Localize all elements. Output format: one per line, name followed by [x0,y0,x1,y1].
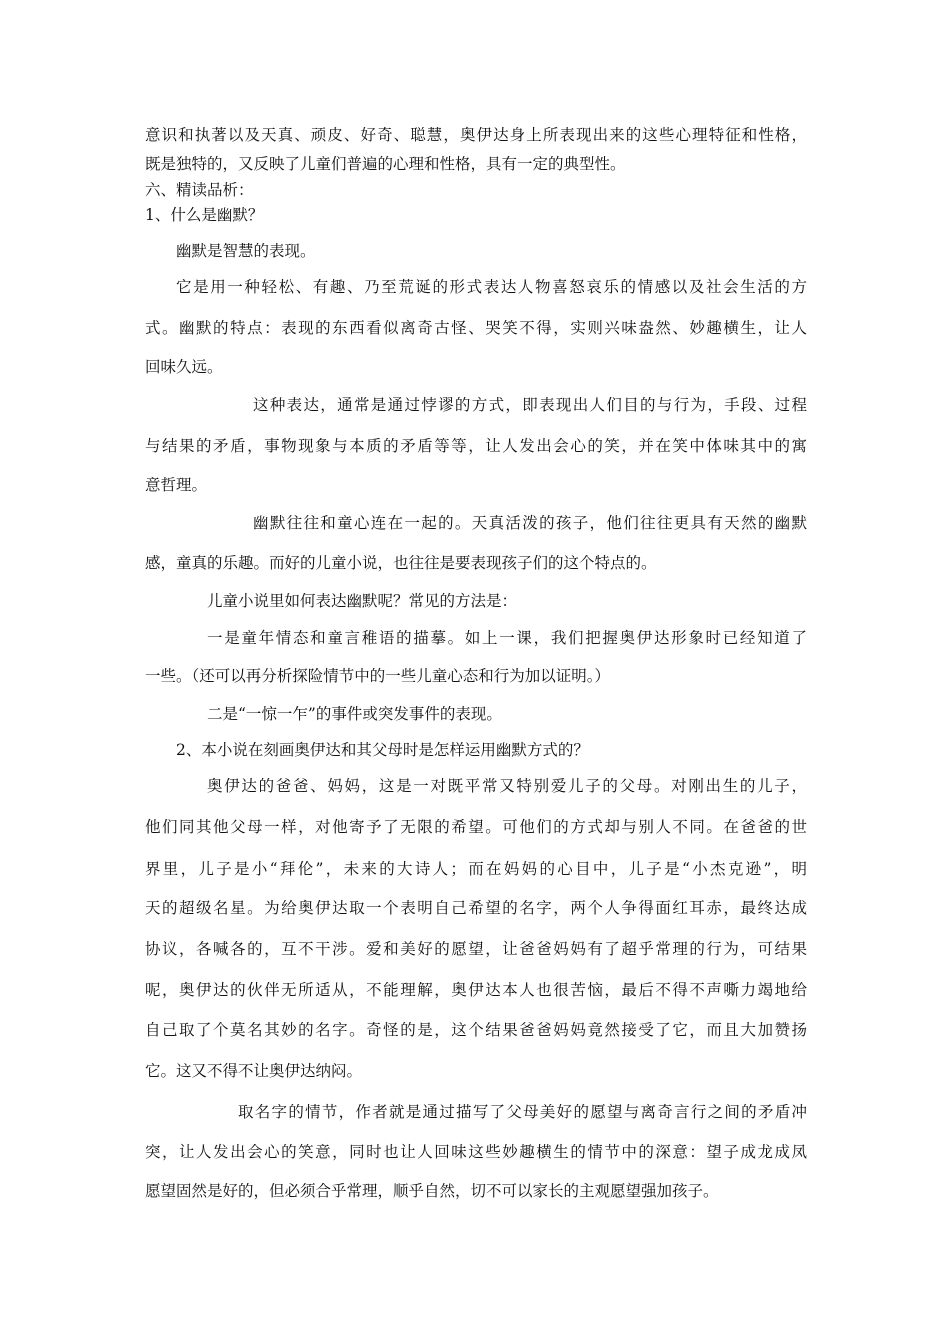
text-line: 它是用一种轻松、有趣、乃至荒诞的形式表达人物喜怒哀乐的情感以及社会生活的方 [176,278,807,296]
text-line: 意识和执著以及天真、顽皮、好奇、聪慧，奥伊达身上所表现出来的这些心理特征和性格， [145,126,807,144]
text-line: 式。幽默的特点：表现的东西看似离奇古怪、哭笑不得，实则兴味盎然、妙趣横生，让人 [145,319,807,337]
text-line: 一些。（还可以再分析探险情节中的一些儿童心态和行为加以证明。） [145,667,611,685]
section-heading: 六、精读品析： [145,181,254,199]
text-line: 取名字的情节，作者就是通过描写了父母美好的愿望与离奇言行之间的矛盾冲 [238,1103,807,1121]
text-line: 既是独特的，又反映了儿童们普遍的心理和性格，具有一定的典型性。 [145,155,626,173]
question-heading: 1、什么是幽默？ [145,206,264,224]
text-line: 天的超级名星。为给奥伊达取一个表明自己希望的名字，两个人争得面红耳赤，最终达成 [145,899,807,917]
text-line: 突，让人发出会心的笑意，同时也让人回味这些妙趣横生的情节中的深意：望子成龙成凤 [145,1143,807,1161]
text-line: 界里，儿子是小“拜伦”，未来的大诗人；而在妈妈的心目中，儿子是“小杰克逊”，明 [145,860,807,878]
text-line: 二是“一惊一乍”的事件或突发事件的表现。 [207,705,502,723]
text-line: 儿童小说里如何表达幽默呢？常见的方法是： [207,592,518,610]
text-line: 他们同其他父母一样，对他寄予了无限的希望。可他们的方式却与别人不同。在爸爸的世 [145,818,807,836]
text-line: 感，童真的乐趣。而好的儿童小说，也往往是要表现孩子们的这个特点的。 [145,554,657,572]
text-line: 幽默往往和童心连在一起的。天真活泼的孩子，他们往往更具有天然的幽默 [253,514,807,532]
text-line: 一是童年情态和童言稚语的描摹。如上一课，我们把握奥伊达形象时已经知道了 [207,629,807,647]
text-line: 奥伊达的爸爸、妈妈，这是一对既平常又特别爱儿子的父母。对刚出生的儿子， [207,777,807,795]
text-line: 这种表达，通常是通过悖谬的方式，即表现出人们目的与行为，手段、过程 [253,396,807,414]
text-line: 自己取了个莫名其妙的名字。奇怪的是，这个结果爸爸妈妈竟然接受了它，而且大加赞扬 [145,1021,807,1039]
text-line: 与结果的矛盾，事物现象与本质的矛盾等等，让人发出会心的笑，并在笑中体味其中的寓 [145,437,807,455]
question-heading: 2、本小说在刻画奥伊达和其父母时是怎样运用幽默方式的？ [176,741,589,759]
text-line: 回味久远。 [145,358,223,376]
text-line: 呢，奥伊达的伙伴无所适从，不能理解，奥伊达本人也很苦恼，最后不得不声嘶力竭地给 [145,981,807,999]
text-line: 愿望固然是好的，但必须合乎常理，顺乎自然，切不可以家长的主观愿望强加孩子。 [145,1182,719,1200]
text-line: 协议，各喊各的，互不干涉。爱和美好的愿望，让爸爸妈妈有了超乎常理的行为，可结果 [145,940,807,958]
text-line: 意哲理。 [145,476,208,494]
text-line: 它。这又不得不让奥伊达纳闷。 [145,1062,363,1080]
text-line: 幽默是智慧的表现。 [176,242,316,260]
